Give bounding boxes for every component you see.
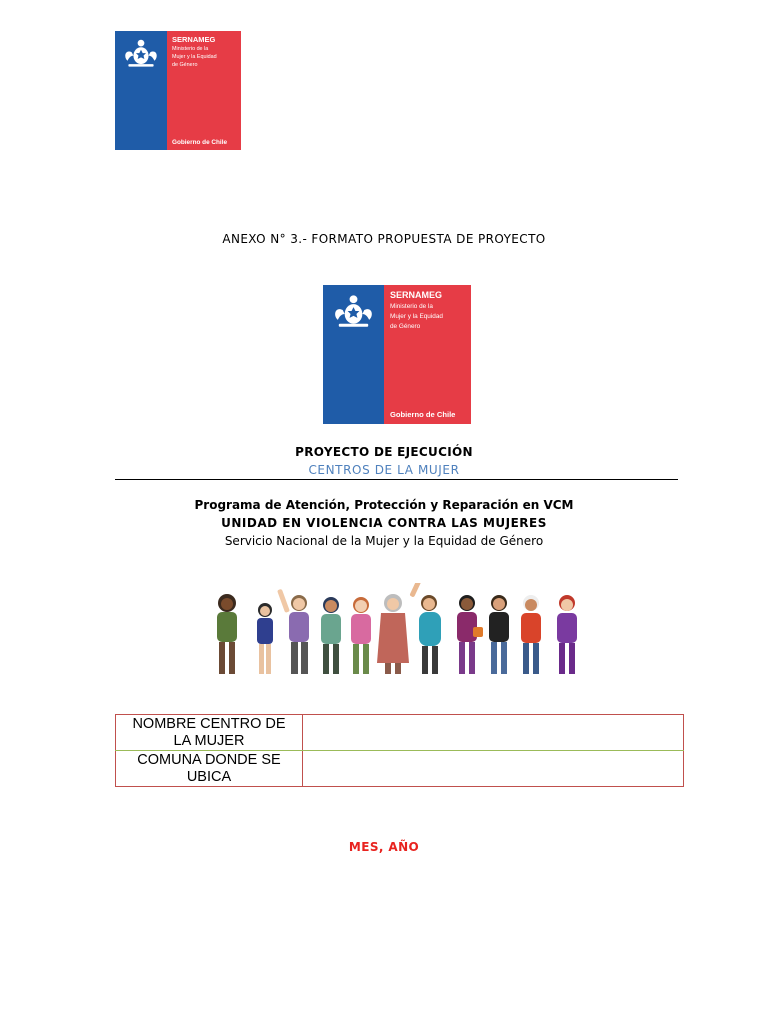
- date-placeholder: MES, AÑO: [348, 840, 420, 854]
- woman-figure-10: [521, 595, 541, 674]
- sernameg-logo-header: [115, 31, 241, 150]
- center-info-table: [115, 714, 684, 787]
- logo-ministry-line-1: Ministerio de la: [172, 46, 209, 52]
- woman-figure-1: [217, 594, 237, 674]
- logo-blue-panel: [323, 285, 384, 424]
- center-name-label: [116, 715, 303, 751]
- project-title: PROYECTO DE EJECUCIÓN: [295, 445, 473, 459]
- logo-government: Gobierno de Chile: [390, 410, 456, 419]
- table-row: [116, 751, 684, 787]
- woman-figure-11: [557, 595, 577, 674]
- label-line: LA MUJER: [173, 732, 245, 749]
- center-name-field[interactable]: [303, 715, 684, 751]
- label-line: COMUNA DONDE SE: [137, 751, 281, 768]
- logo-ministry-line-2: Mujer y la Equidad: [390, 313, 443, 321]
- woman-figure-7: [409, 583, 441, 674]
- unit-name: UNIDAD EN VIOLENCIA CONTRA LAS MUJERES: [221, 516, 547, 530]
- label-line: NOMBRE CENTRO DE: [132, 715, 286, 732]
- title-divider: [115, 479, 678, 480]
- logo-ministry-line-2: Mujer y la Equidad: [172, 54, 217, 61]
- project-subtitle: CENTROS DE LA MUJER: [308, 463, 460, 477]
- annex-title: ANEXO N° 3.- FORMATO PROPUESTA DE PROYECTO: [222, 232, 546, 246]
- woman-figure-9: [489, 595, 509, 674]
- service-name: Servicio Nacional de la Mujer y la Equidad de Género: [224, 534, 544, 548]
- woman-figure-3: [277, 589, 309, 674]
- women-group-illustration: [205, 583, 590, 678]
- logo-brand: SERNAMEG: [172, 35, 216, 44]
- commune-label: [116, 751, 303, 787]
- logo-ministry-line-3: de Género: [390, 323, 421, 331]
- woman-figure-8: [457, 595, 483, 674]
- table-row: [116, 715, 684, 751]
- logo-ministry-line-1: Ministerio de la: [390, 303, 433, 310]
- woman-figure-5: [351, 597, 371, 674]
- logo-government: Gobierno de Chile: [172, 139, 228, 146]
- logo-red-panel: [384, 285, 471, 424]
- coat-of-arms-icon: [329, 292, 378, 332]
- logo-blue-panel: [115, 31, 167, 150]
- logo-ministry-line-3: de Género: [172, 62, 198, 69]
- woman-figure-2: [257, 603, 273, 674]
- logo-brand: SERNAMEG: [390, 290, 443, 300]
- woman-figure-4: [321, 597, 341, 674]
- program-name: Programa de Atención, Protección y Reparación en VCM: [194, 498, 574, 512]
- sernameg-logo-cover: [323, 285, 471, 424]
- commune-field[interactable]: [303, 751, 684, 787]
- label-line: UBICA: [186, 768, 232, 785]
- coat-of-arms-icon: [120, 37, 162, 71]
- logo-red-panel: [167, 31, 241, 150]
- woman-figure-6: [377, 594, 409, 674]
